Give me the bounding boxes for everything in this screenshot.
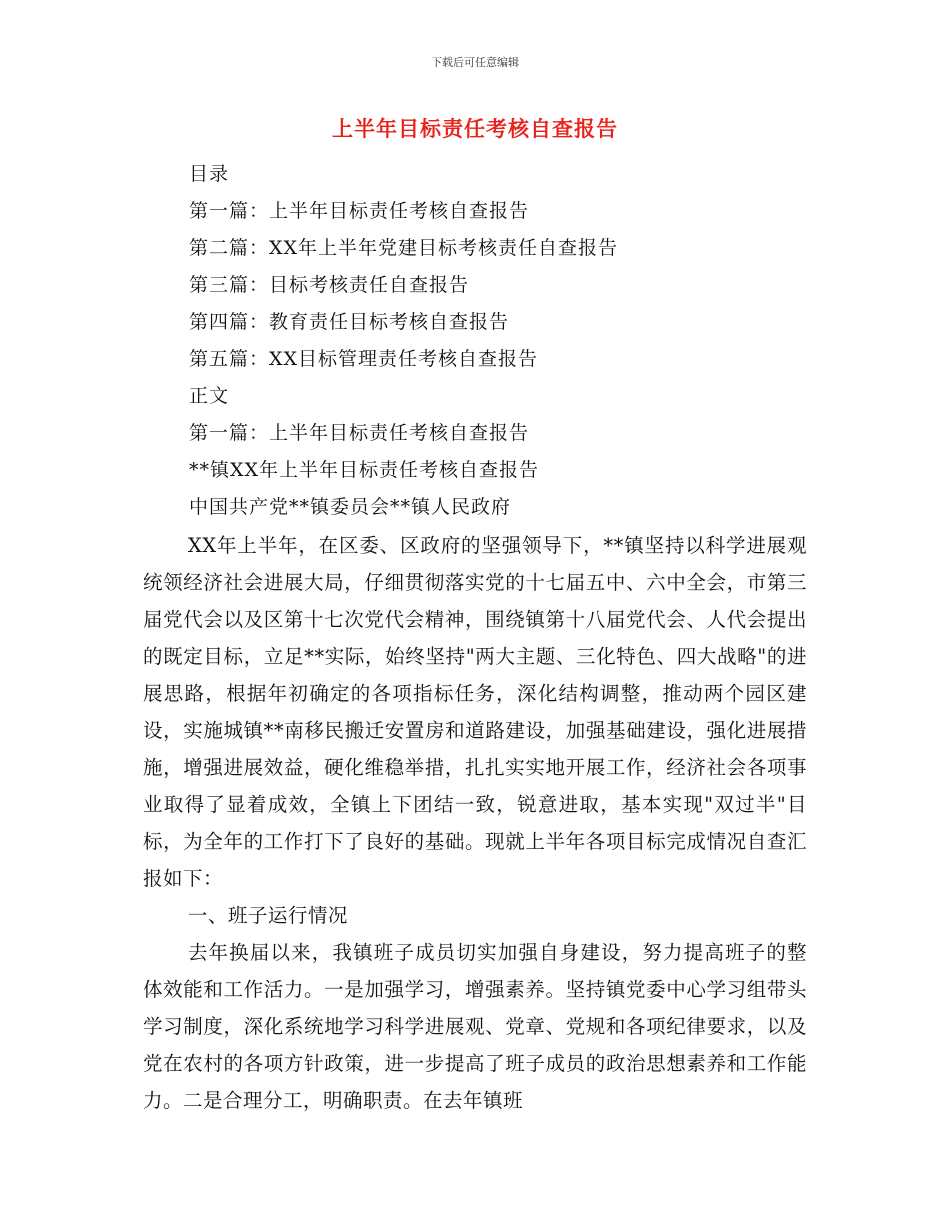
article-author: 中国共产党**镇委员会**镇人民政府 bbox=[189, 496, 512, 518]
body-heading: 正文 bbox=[189, 385, 230, 407]
toc-item-1: 第一篇：上半年目标责任考核自查报告 bbox=[189, 200, 530, 222]
document-title: 上半年目标责任考核自查报告 bbox=[332, 116, 618, 141]
paragraph-intro: XX年上半年，在区委、区政府的坚强领导下，**镇坚持以科学进展观统领经济社会进展大局，仔细贯彻落实党的十七届五中、六中全会，市第三届党代会以及区第十七次党代会精神，围绕镇第十八届党代会、人代会提出的既定目标，立足**实际，始终坚持"两大主题、三化特色、四大战略"的进展思路，根据年初确定的各项指标任务，深化结构调整，推动两个园区建设，实施城镇**南移民搬迁安置房和道路建设，加强基础建设，强化进展措施，增强进展效益，硬化维稳举措，扎扎实实地开展工作，经济社会各项事业取得了显着成效，全镇上下团结一致，锐意进取，基本实现"双过半"目标，为全年的工作打下了良好的基础。现就上半年各项目标完成情况自查汇报如下： bbox=[143, 534, 807, 890]
toc-heading: 目录 bbox=[189, 163, 230, 185]
toc-item-3: 第三篇：目标考核责任自查报告 bbox=[189, 274, 470, 296]
document-body bbox=[143, 527, 807, 1119]
section-heading-1: 一、班子运行情况 bbox=[187, 904, 348, 927]
toc-item-4: 第四篇：教育责任目标考核自查报告 bbox=[189, 311, 510, 333]
toc-item-5: 第五篇：XX目标管理责任考核自查报告 bbox=[189, 348, 539, 370]
table-of-contents bbox=[189, 156, 809, 526]
article-title: **镇XX年上半年目标责任考核自查报告 bbox=[189, 459, 540, 481]
article-label: 第一篇：上半年目标责任考核自查报告 bbox=[189, 422, 530, 444]
toc-item-2: 第二篇：XX年上半年党建目标考核责任自查报告 bbox=[189, 237, 619, 259]
header-note: 下载后可任意编辑 bbox=[431, 56, 519, 69]
paragraph-team-operation: 去年换届以来，我镇班子成员切实加强自身建设，努力提高班子的整体效能和工作活力。一是加强学习，增强素养。坚持镇党委中心学习组带头学习制度，深化系统地学习科学进展观、党章、党规和各项纪律要求，以及党在农村的各项方针政策，进一步提高了班子成员的政治思想素养和工作能力。二是合理分工，明确职责。在去年镇班 bbox=[143, 941, 807, 1112]
